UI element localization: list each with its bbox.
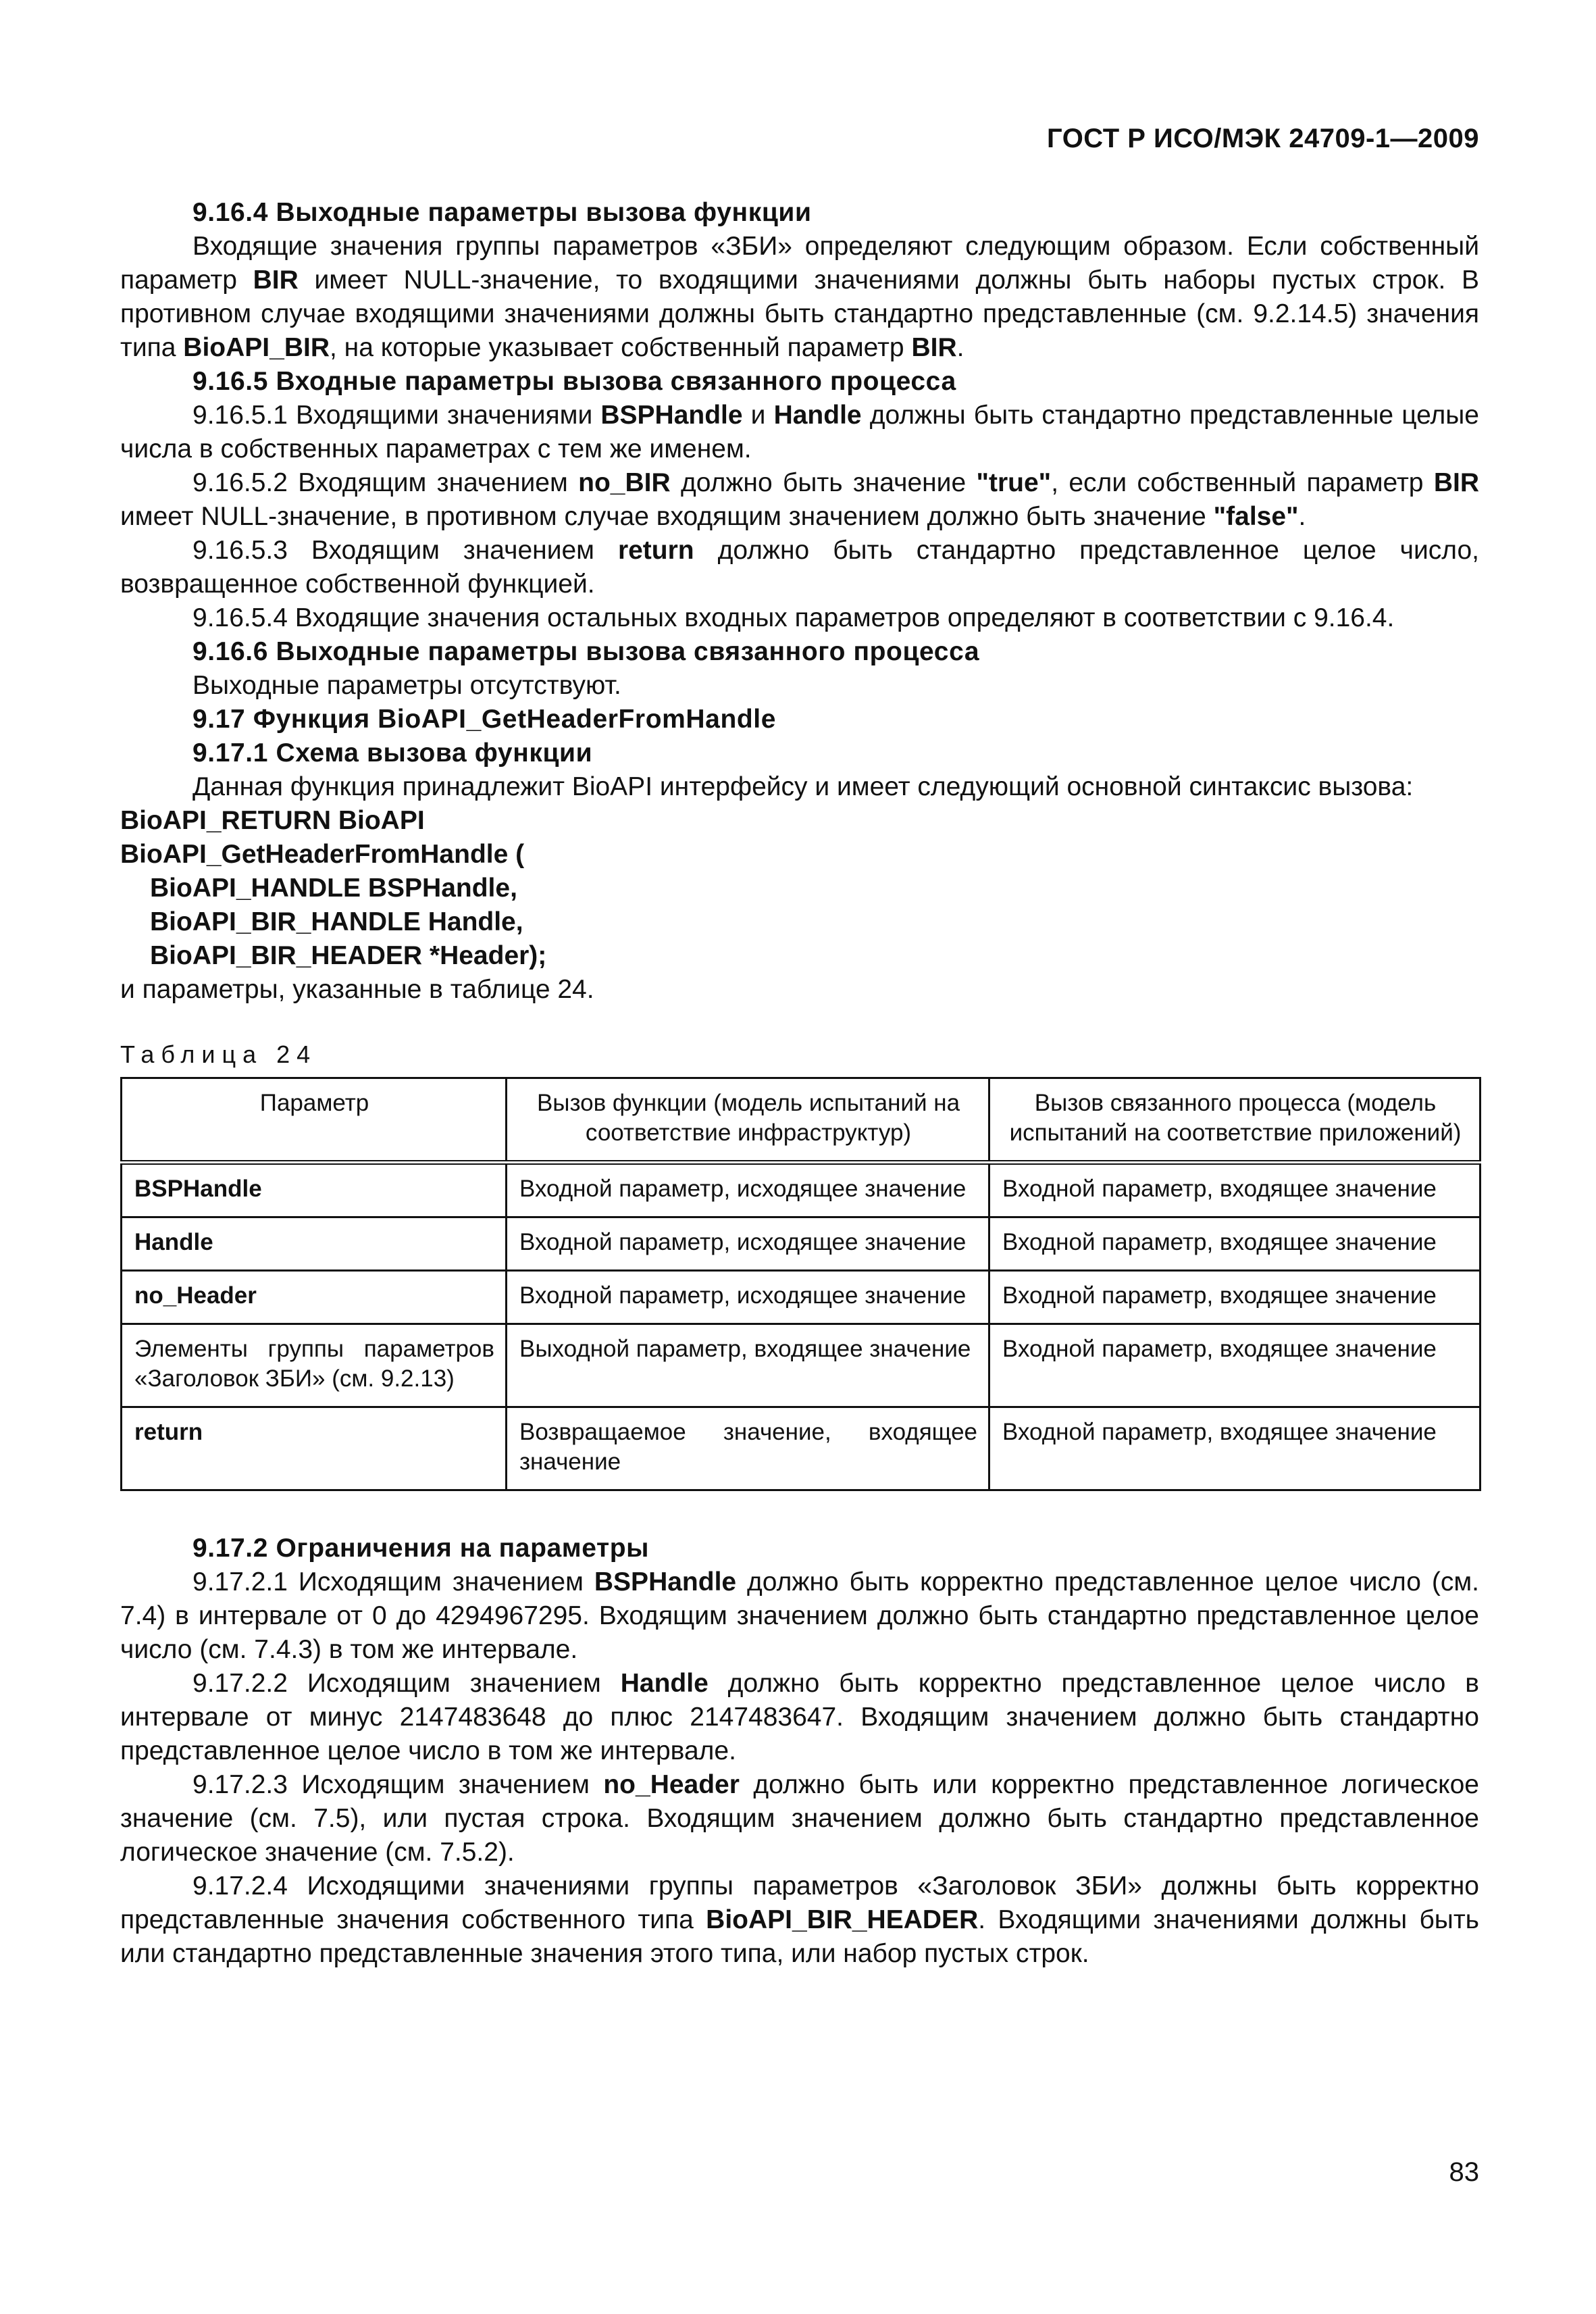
paragraph-9-17-2-3: 9.17.2.3 Исходящим значением no_Header должно быть или корректно представленное логическое значение (см. 7.5), или пустая строка. Входящим значением должно быть стандартно представленное логическое значение (см. 7.5.2).: [120, 1770, 1479, 1867]
code-line: BioAPI_HANDLE BSPHandle,: [150, 874, 517, 903]
table-cell: Возвращаемое значение, входящее значение: [507, 1407, 989, 1490]
paragraph-9-17-2-2: 9.17.2.2 Исходящим значением Handle должно быть корректно представленное целое число в интервале от минус 2147483648 до плюс 2147483647. Входящим значением должно быть стандартно представленное целое число в том же интервале.: [120, 1669, 1479, 1765]
standard-header: ГОСТ Р ИСО/МЭК 24709-1—2009: [1047, 124, 1479, 153]
paragraph-9-16-5-4: 9.16.5.4 Входящие значения остальных входных параметров определяют в соответствии с 9.16.4.: [192, 603, 1395, 632]
heading-9-17-2: 9.17.2 Ограничения на параметры: [192, 1534, 650, 1563]
code-line: BioAPI_BIR_HEADER *Header);: [150, 941, 547, 970]
table-cell: Входной параметр, исходящее значение: [507, 1271, 989, 1324]
column-header: Вызов связанного процесса (модель испытаний на соответствие приложений): [989, 1078, 1481, 1163]
paragraph-9-16-5-3: 9.16.5.3 Входящим значением return должно быть стандартно представленное целое число, возвращенное собственной функцией.: [120, 536, 1479, 599]
paragraph-9-17-2-1: 9.17.2.1 Исходящим значением BSPHandle должно быть корректно представленное целое число (см. 7.4) в интервале от 0 до 4294967295. Входящим значением должно быть стандартно представленное целое число (см. 7.4.3) в том же интервале.: [120, 1567, 1479, 1664]
table-cell: Входной параметр, входящее значение: [989, 1407, 1481, 1490]
table-header-row: [122, 1078, 1481, 1163]
column-header: Вызов функции (модель испытаний на соответствие инфраструктур): [507, 1078, 989, 1163]
page-content: [120, 196, 1479, 1971]
table-row: [122, 1271, 1481, 1324]
table-cell: Входной параметр, исходящее значение: [507, 1163, 989, 1217]
document-page: [120, 0, 1479, 2314]
table-cell: Выходной параметр, входящее значение: [507, 1324, 989, 1407]
paragraph-9-16-4: Входящие значения группы параметров «ЗБИ» определяют следующим образом. Если собственный параметр BIR имеет NULL-значение, то входящими значениями должны быть наборы пустых строк. В противном случае входящими значениями должны быть стандартно представленные (см. 9.2.14.5) значения типа BioAPI_BIR, на которые указывает собственный параметр BIR.: [120, 232, 1479, 362]
paragraph-9-16-5-1: 9.16.5.1 Входящими значениями BSPHandle и Handle должны быть стандартно представленные целые числа в собственных параметрах с тем же именем.: [120, 401, 1479, 463]
table-cell: BSPHandle: [122, 1163, 507, 1217]
table-cell: no_Header: [122, 1271, 507, 1324]
table-cell: Элементы группы параметров «Заголовок ЗБИ» (см. 9.2.13): [122, 1324, 507, 1407]
table-caption: Таблица 24: [120, 1040, 317, 1068]
table-cell: Входной параметр, входящее значение: [989, 1324, 1481, 1407]
paragraph-9-17-1: Данная функция принадлежит BioAPI интерфейсу и имеет следующий основной синтаксис вызова:: [192, 772, 1414, 801]
code-line: BioAPI_RETURN BioAPI: [120, 806, 425, 835]
table-cell: Handle: [122, 1217, 507, 1271]
table-row: [122, 1324, 1481, 1407]
table-cell: return: [122, 1407, 507, 1490]
heading-9-17-1: 9.17.1 Схема вызова функции: [192, 738, 593, 768]
table-row: [122, 1407, 1481, 1490]
page-number: 83: [1449, 2157, 1479, 2187]
code-line: BioAPI_GetHeaderFromHandle (: [120, 840, 525, 869]
parameters-table: [120, 1077, 1481, 1491]
table-row: [122, 1217, 1481, 1271]
paragraph-9-16-6: Выходные параметры отсутствуют.: [192, 671, 621, 700]
code-line: BioAPI_BIR_HANDLE Handle,: [150, 907, 523, 936]
heading-9-16-4: 9.16.4 Выходные параметры вызова функции: [192, 198, 812, 227]
column-header: Параметр: [122, 1078, 507, 1163]
table-cell: Входной параметр, исходящее значение: [507, 1217, 989, 1271]
heading-9-17: 9.17 Функция BioAPI_GetHeaderFromHandle: [192, 705, 777, 734]
heading-9-16-5: 9.16.5 Входные параметры вызова связанного процесса: [192, 367, 956, 396]
table-cell: Входной параметр, входящее значение: [989, 1163, 1481, 1217]
table-cell: Входной параметр, входящее значение: [989, 1217, 1481, 1271]
table-reference-text: и параметры, указанные в таблице 24.: [120, 975, 594, 1004]
paragraph-9-16-5-2: 9.16.5.2 Входящим значением no_BIR должно быть значение "true", если собственный параметр BIR имеет NULL-значение, в противном случае входящим значением должно быть значение "false".: [120, 468, 1480, 531]
heading-9-16-6: 9.16.6 Выходные параметры вызова связанного процесса: [192, 637, 980, 666]
table-cell: Входной параметр, входящее значение: [989, 1271, 1481, 1324]
table-row: [122, 1163, 1481, 1217]
paragraph-9-17-2-4: 9.17.2.4 Исходящими значениями группы параметров «Заголовок ЗБИ» должны быть корректно представленные значения собственного типа BioAPI_BIR_HEADER. Входящими значениями должны быть или стандартно представленные значения этого типа, или набор пустых строк.: [120, 1871, 1479, 1968]
